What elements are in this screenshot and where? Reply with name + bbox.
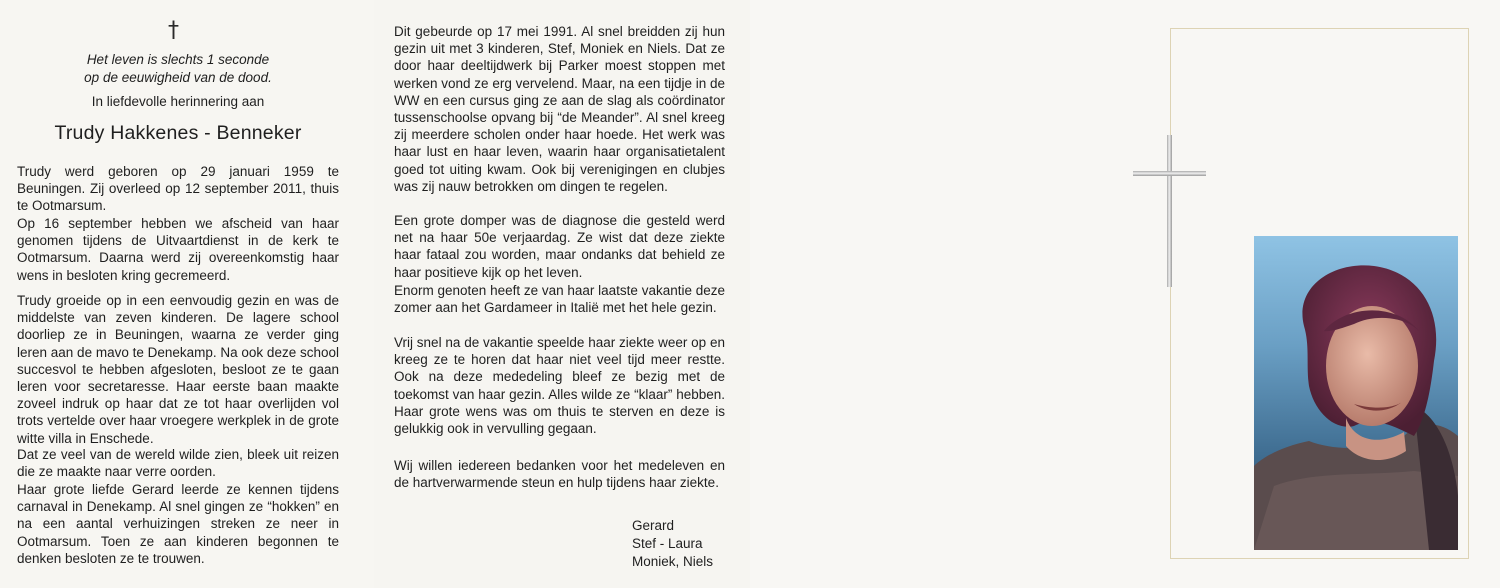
paragraph-thanks: Wij willen iedereen bedanken voor het medeleven en de hartverwarmende steun en hulp tijdens haar ziekte.: [394, 458, 725, 491]
motto-line-2: op de eeuwigheid van de dood.: [84, 70, 272, 85]
silver-cross-icon: [1133, 171, 1206, 176]
portrait-photo: [1254, 236, 1458, 550]
left-panel: [0, 0, 374, 588]
cross-icon: †: [168, 18, 179, 43]
intro-text: In liefdevolle herinnering aan: [91, 94, 265, 109]
paragraph-vacation: Enorm genoten heeft ze van haar laatste vakantie deze zomer aan het Gardameer in Italië met het hele gezin.: [394, 283, 725, 316]
paragraph-love: Haar grote liefde Gerard leerde ze kennen tijdens carnaval in Denekamp. Al snel gingen ze “hokken” en na een aantal verhuizingen streken ze neer in Ootmarsum. Toen ze aan kinderen begonnen te denken besloten ze te trouwen.: [17, 482, 339, 566]
middle-panel: [374, 0, 750, 588]
signature-moniek-niels: Moniek, Niels: [632, 554, 714, 569]
paragraph-farewell: Op 16 september hebben we afscheid van haar genomen tijdens de Uitvaartdienst in de kerk te Ootmarsum. Daarna werd zij overeenkomstig haar wens in besloten kring gecremeerd.: [17, 216, 339, 283]
paragraph-travel: Dat ze veel van de wereld wilde zien, bleek uit reizen die ze maakte naar verre oorden.: [17, 447, 339, 480]
paragraph-illness: Vrij snel na de vakantie speelde haar ziekte weer op en kreeg ze te horen dat haar niet veel tijd meer restte. Ook na deze mededeling bleef ze bezig met de toekomst van haar gezin. Alles wilde ze “klaar” hebben. Haar grote wens was om thuis te sterven en deze is gelukkig ook in vervulling gegaan.: [394, 335, 725, 437]
paragraph-marriage: Dit gebeurde op 17 mei 1991. Al snel breidden zij hun gezin uit met 3 kinderen, Stef, Moniek en Niels. Dat ze door haar deeltijdwerk bij Parker moest stoppen met werken vond ze erg vervelend. Maar, na een tijdje in de WW en een cursus ging ze aan de slag als coördinator tussenschoolse opvang bij “de Meander”. Al snel kreeg zij meerdere scholen onder haar hoede. Het werk was haar lust en haar leven, waarin haar organisatietalent goed tot uiting kwam. Ook bij verenigingen en clubjes was zij nauw betrokken om dingen te regelen.: [394, 24, 725, 194]
motto-line-1: Het leven is slechts 1 seconde: [86, 52, 270, 67]
paragraph-diagnosis: Een grote domper was de diagnose die gesteld werd net na haar 50e verjaardag. Ze wist dat deze ziekte haar fataal zou worden, maar ondanks dat behield ze haar positieve kijk op het leven.: [394, 213, 725, 280]
paragraph-birth: Trudy werd geboren op 29 januari 1959 te Beuningen. Zij overleed op 12 september 2011, thuis te Ootmarsum.: [17, 164, 339, 214]
paragraph-youth: Trudy groeide op in een eenvoudig gezin en was de middelste van zeven kinderen. De lagere school doorliep ze in Beuningen, waarna ze verder ging leren aan de mavo te Denekamp. Na ook deze school succesvol te hebben afgesloten, besloot ze te gaan leren voor secretaresse. Haar eerste baan maakte zoveel indruk op haar dat ze tot haar overlijden vol trots vertelde over haar vroegere werkplek in de grote witte villa in Enschede.: [17, 293, 339, 446]
right-panel: [750, 0, 1500, 588]
portrait-photo-graphic: [1254, 236, 1458, 550]
deceased-name: Trudy Hakkenes - Benneker: [54, 122, 302, 144]
signature-gerard: Gerard: [632, 518, 675, 533]
silver-cross-icon: [1167, 135, 1172, 287]
signature-stef-laura: Stef - Laura: [632, 536, 703, 551]
